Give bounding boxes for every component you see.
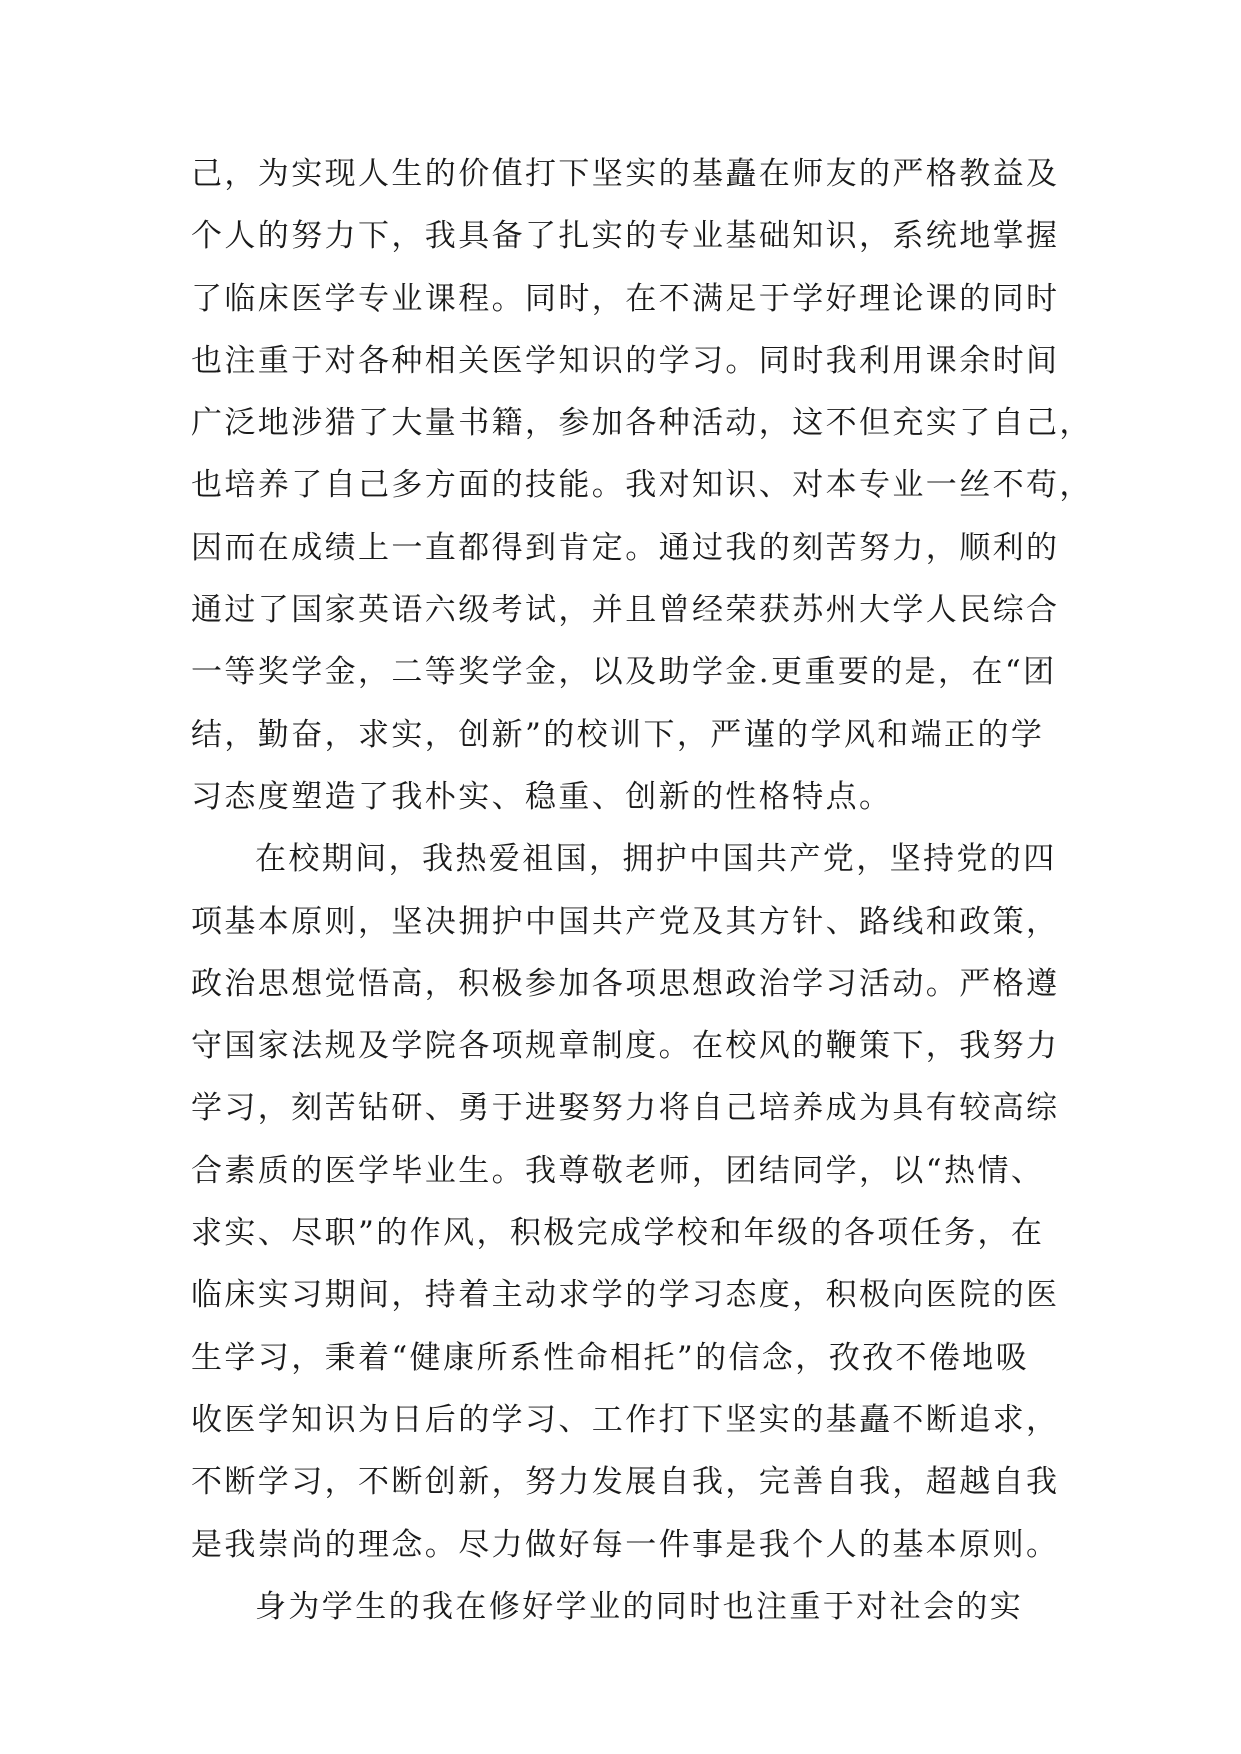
text-line: 因而在成绩上一直都得到肯定。通过我的刻苦努力，顺利的 bbox=[191, 529, 1060, 566]
text-line: 政治思想觉悟高，积极参加各项思想政治学习活动。严格遵 bbox=[191, 965, 1060, 1002]
text-line: 临床实习期间，持着主动求学的学习态度，积极向医院的医 bbox=[191, 1277, 1060, 1314]
text-line: 结，勤奋，求实，创新”的校训下，严谨的学风和端正的学 bbox=[191, 716, 1045, 753]
document-body bbox=[191, 143, 1093, 1638]
text-line: 项基本原则，坚决拥护中国共产党及其方针、路线和政策， bbox=[191, 903, 1060, 940]
text-line: 学习，刻苦钻研、勇于进娶努力将自己培养成为具有较高综 bbox=[191, 1090, 1060, 1127]
text-line: 己，为实现人生的价值打下坚实的基矗在师友的严格教益及 bbox=[191, 156, 1060, 192]
text-line: 一等奖学金，二等奖学金，以及助学金.更重要的是，在“团 bbox=[191, 654, 1057, 691]
paragraph-first-line: 身为学生的我在修好学业的同时也注重于对社会的实 bbox=[255, 1588, 1024, 1625]
text-line: 了临床医学专业课程。同时，在不满足于学好理论课的同时 bbox=[191, 280, 1060, 317]
text-line: 生学习，秉着“健康所系性命相托”的信念，孜孜不倦地吸 bbox=[191, 1339, 1030, 1376]
text-line: 求实、尽职”的作风，积极完成学校和年级的各项任务，在 bbox=[191, 1215, 1045, 1252]
text-line: 个人的努力下，我具备了扎实的专业基础知识，系统地掌握 bbox=[191, 218, 1060, 255]
text-line: 也培养了自己多方面的技能。我对知识、对本专业一丝不苟， bbox=[191, 467, 1093, 504]
text-line: 广泛地涉猎了大量书籍，参加各种活动，这不但充实了自己， bbox=[191, 405, 1093, 442]
paragraph-first-line: 在校期间，我热爱祖国，拥护中国共产党，坚持党的四 bbox=[255, 841, 1057, 878]
text-line: 通过了国家英语六级考试，并且曾经荣获苏州大学人民综合 bbox=[191, 592, 1060, 629]
text-line: 习态度塑造了我朴实、稳重、创新的性格特点。 bbox=[191, 778, 893, 815]
text-line: 不断学习，不断创新，努力发展自我，完善自我，超越自我 bbox=[191, 1464, 1060, 1501]
text-line: 守国家法规及学院各项规章制度。在校风的鞭策下，我努力 bbox=[191, 1028, 1060, 1065]
text-line: 是我崇尚的理念。尽力做好每一件事是我个人的基本原则。 bbox=[191, 1526, 1060, 1563]
text-line: 也注重于对各种相关医学知识的学习。同时我利用课余时间 bbox=[191, 342, 1060, 379]
text-line: 收医学知识为日后的学习、工作打下坚实的基矗不断追求， bbox=[191, 1401, 1060, 1438]
text-line: 合素质的医学毕业生。我尊敬老师，团结同学，以“热情、 bbox=[191, 1152, 1045, 1189]
